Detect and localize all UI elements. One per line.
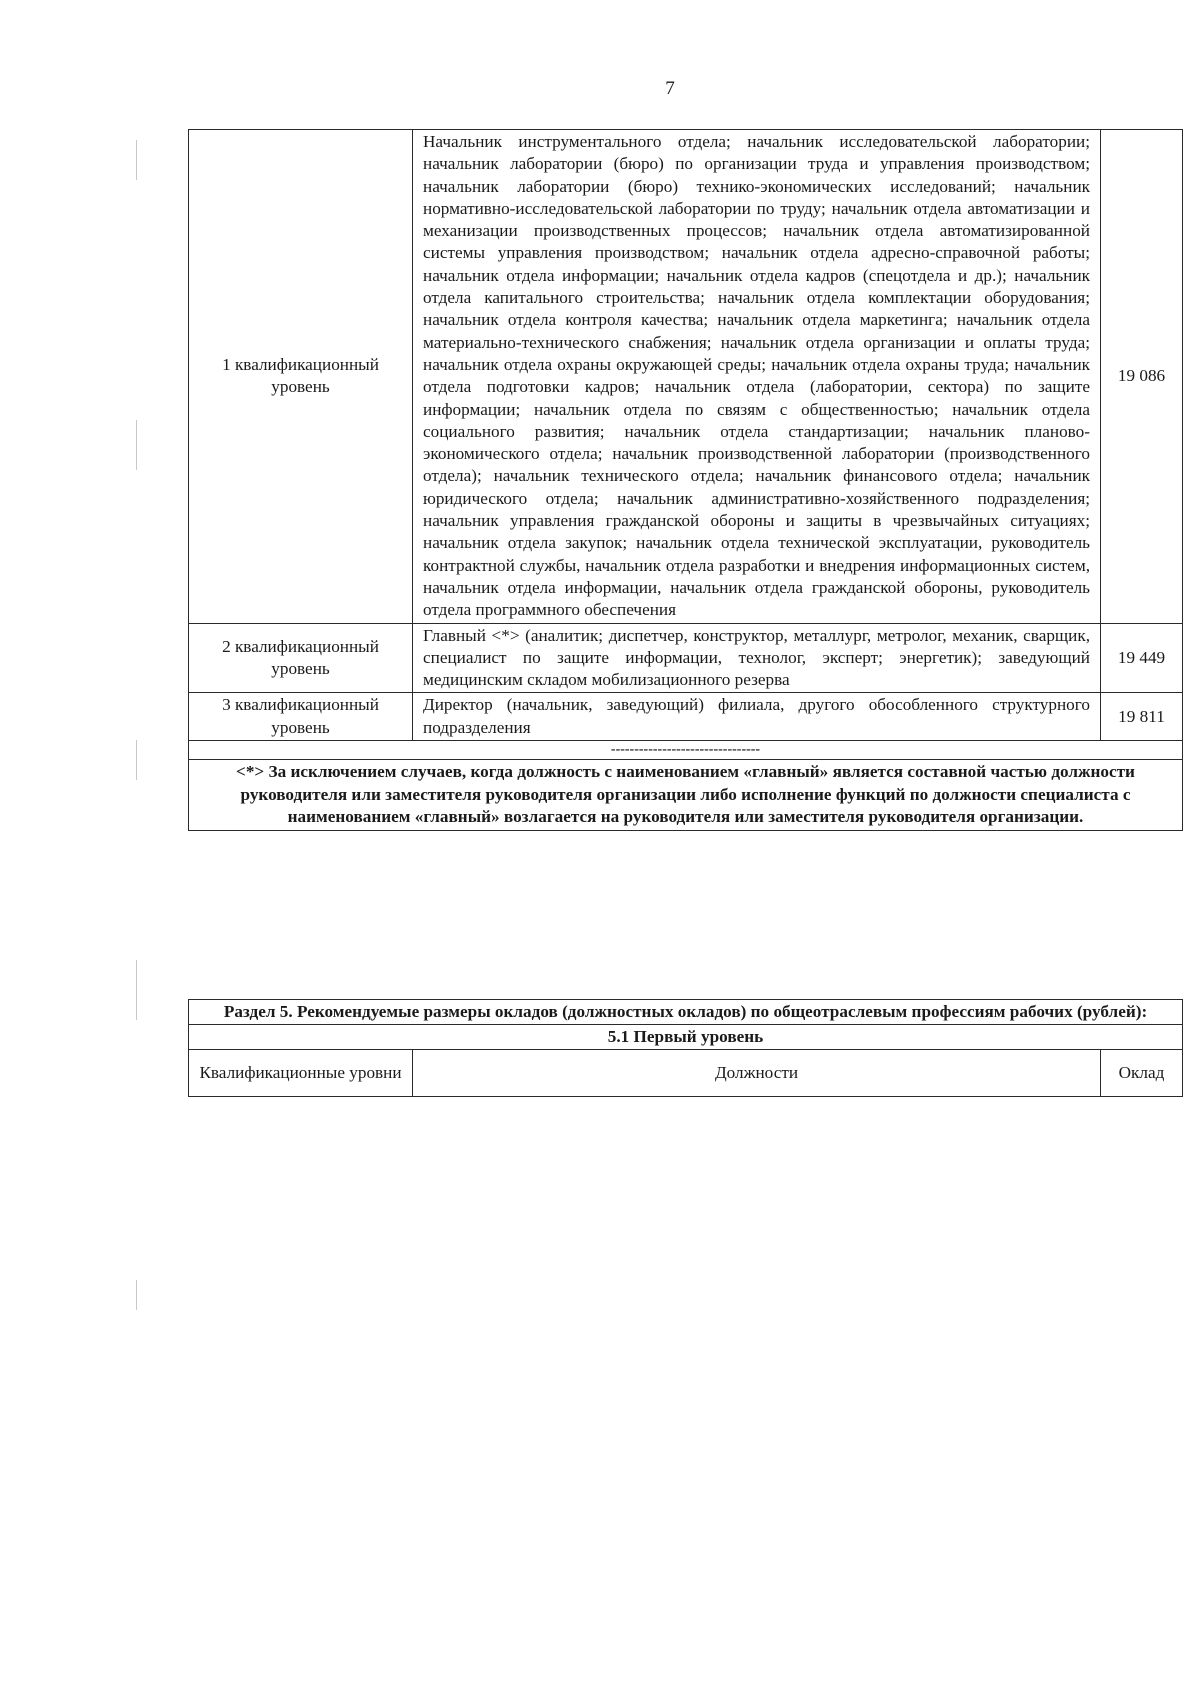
positions-cell: Директор (начальник, заведующий) филиала, другого обособленного структурного подразделения — [413, 693, 1101, 741]
header-qualification-levels: Квалификационные уровни — [189, 1049, 413, 1096]
salary-cell: 19 086 — [1101, 130, 1183, 624]
table-row — [189, 693, 1183, 741]
header-positions: Должности — [413, 1049, 1101, 1096]
margin-mark — [136, 140, 137, 180]
header-row — [189, 1049, 1183, 1096]
salary-cell: 19 811 — [1101, 693, 1183, 741]
footnote-text: <*> За исключением случаев, когда должность с наименованием «главный» является составной частью должности руководителя или заместителя руководителя организации либо исполнение функций по должности специалиста с наименованием «главный» возлагается на руководителя или заместителя руководителя организации. — [189, 760, 1183, 831]
footnote-separator: -------------------------------- — [189, 741, 1183, 760]
footnote-row — [189, 760, 1183, 831]
section-title-row — [189, 1000, 1183, 1025]
qualification-level-cell: 2 квалификационный уровень — [189, 623, 413, 693]
page-number: 7 — [665, 78, 675, 99]
salary-table-managers — [188, 129, 1183, 831]
subsection-title: 5.1 Первый уровень — [189, 1024, 1183, 1049]
separator-row — [189, 741, 1183, 760]
positions-cell: Начальник инструментального отдела; начальник исследовательской лаборатории; начальник лаборатории (бюро) по организации труда и управления производством; начальник лаборатории (бюро) технико-экономических исследований; начальник нормативно-исследовательской лаборатории по труду; начальник отдела автоматизации и механизации производственных процессов; начальник отдела автоматизированной системы управления производством; начальник отдела адресно-справочной работы; начальник отдела информации; начальник отдела кадров (спецотдела и др.); начальник отдела капитального строительства; начальник отдела комплектации оборудования; начальник отдела контроля качества; начальник отдела маркетинга; начальник отдела материально-технического снабжения; начальник отдела организации и оплаты труда; начальник отдела охраны окружающей среды; начальник отдела охраны труда; начальник отдела подготовки кадров; начальник отдела (лаборатории, сектора) по защите информации; начальник отдела по связям с общественностью; начальник отдела социального развития; начальник отдела стандартизации; начальник планово-экономического отдела; начальник производственной лаборатории (производственного отдела); начальник технического отдела; начальник финансового отдела; начальник юридического отдела; начальник административно-хозяйственного подразделения; начальник управления гражданской обороны и защиты в чрезвычайных ситуациях; начальник отдела закупок; начальник отдела технической эксплуатации, руководитель контрактной службы, начальник отдела разработки и внедрения информационных систем, начальник отдела информации, начальник отдела гражданской обороны, руководитель отдела программного обеспечения — [413, 130, 1101, 624]
subsection-title-row — [189, 1024, 1183, 1049]
margin-mark — [136, 420, 137, 470]
table-row — [189, 623, 1183, 693]
header-salary: Оклад — [1101, 1049, 1183, 1096]
table-row — [189, 130, 1183, 624]
salary-table-workers — [188, 999, 1183, 1097]
qualification-level-cell: 3 квалификационный уровень — [189, 693, 413, 741]
section-title: Раздел 5. Рекомендуемые размеры окладов (должностных окладов) по общеотраслевым профессиям рабочих (рублей): — [189, 1000, 1183, 1025]
margin-mark — [136, 1280, 137, 1310]
margin-mark — [136, 960, 137, 1020]
qualification-level-cell: 1 квалификационный уровень — [189, 130, 413, 624]
positions-cell: Главный <*> (аналитик; диспетчер, конструктор, металлург, метролог, механик, сварщик, специалист по защите информации, технолог, эксперт; энергетик); заведующий медицинским складом мобилизационного резерва — [413, 623, 1101, 693]
salary-cell: 19 449 — [1101, 623, 1183, 693]
margin-mark — [136, 740, 137, 780]
